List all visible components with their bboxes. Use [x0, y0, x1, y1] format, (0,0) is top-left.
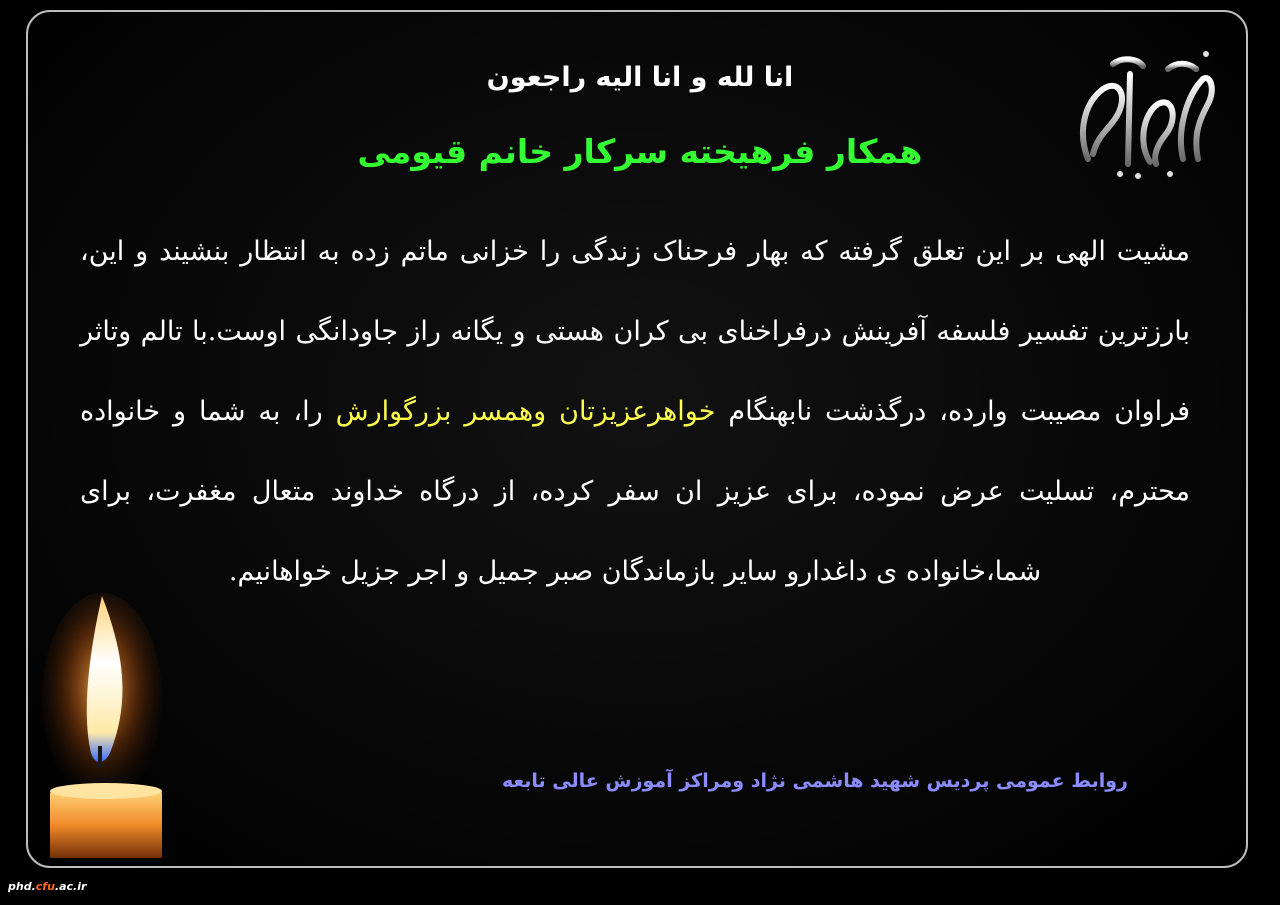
watermark-suffix: .ac.ir	[54, 880, 87, 893]
message-highlight: خواهرعزیزتان وهمسر بزرگوارش	[335, 396, 716, 427]
candle-icon	[40, 588, 170, 858]
message-text-part-1: مشیت الهی بر این تعلق گرفته که بهار فرحناک زندگی را خزانی ماتم زده به انتظار بنشیند و این، بارزترین تفسیر فلسفه آفرینش درفراخنای بی کران هستی و یگانه راز جاودانگی اوست.با تالم وتاثر فراوان مصیبت وارده، درگذشت نابهنگام	[80, 236, 1190, 427]
watermark-accent: cfu	[35, 880, 55, 893]
watermark-prefix: phd.	[8, 880, 36, 893]
signature-footer	[70, 770, 1210, 792]
opening-verse: انا لله و انا الیه راجعون	[486, 62, 794, 93]
footer-text: روابط عمومی پردیس شهید هاشمی نژاد ومراکز آموزش عالی تابعه	[502, 770, 1128, 792]
card-title: همکار فرهیخته سرکار خانم قیومی	[357, 132, 923, 171]
site-watermark	[8, 880, 86, 893]
message-body	[80, 212, 1190, 612]
message-text-part-2: را، به شما و خانواده محترم، تسلیت عرض نموده، برای عزیز ان سفر کرده، از درگاه خداوند متعال مغفرت، برای شما،خانواده ی داغدارو سایر بازماندگان صبر جمیل و اجر جزیل خواهانیم.	[80, 396, 1190, 587]
